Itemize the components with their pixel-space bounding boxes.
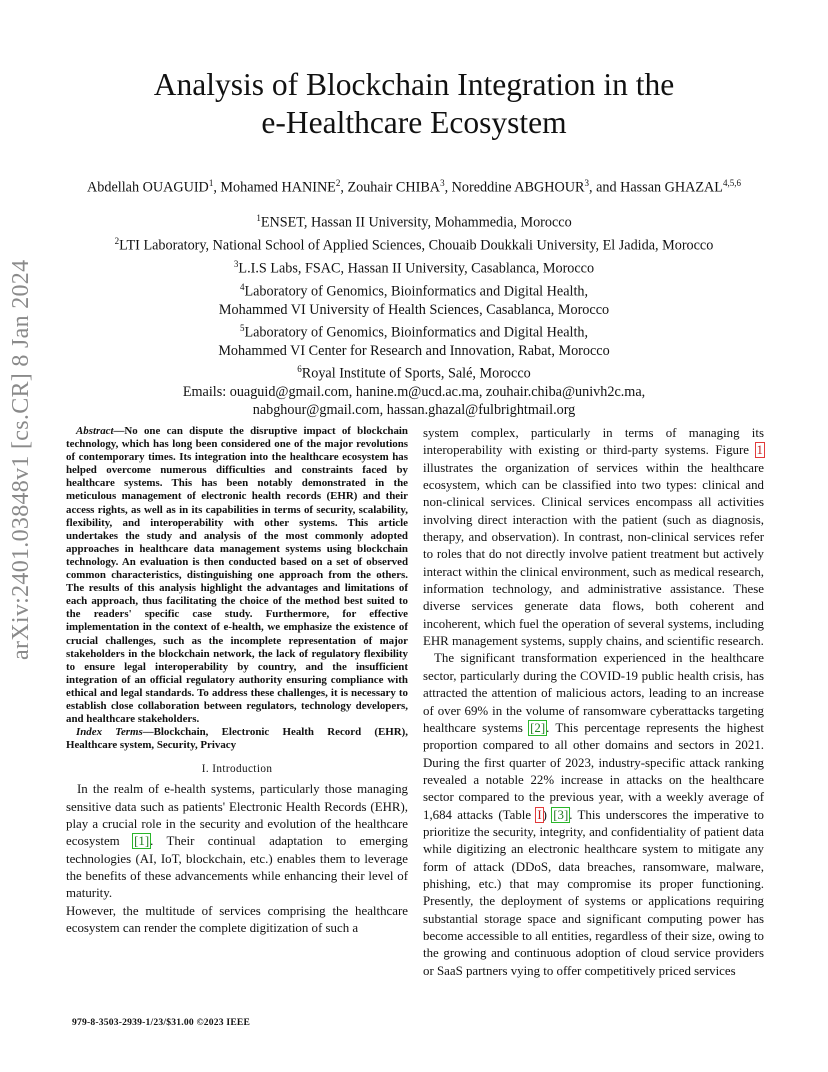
author-name: Noreddine ABGHOUR	[451, 179, 585, 196]
affiliation-text: LTI Laboratory, National School of Applied Sciences, Chouaib Doukkali University, El Jadida, Morocco	[119, 237, 714, 254]
citation-link[interactable]: [1]	[134, 834, 150, 849]
author-conjunction: and	[596, 179, 617, 196]
paragraph	[66, 903, 408, 938]
paragraph-text: . This underscores the imperative to prioritize the security, integrity, and confidentiality of patient data while digitizing an electronic healthcare system to mitigate any form of attack (DDoS, data breaches, ransomware, malware, phishing, etc.) that may compromise its proper functioning. Presently, the deployment of systems or applications requiring substantial storage space and significant computing power has become accessible to all entities, regardless of their size, owing to the growing and continuous adoption of cloud service providers or SaaS partners vying to offer competitively priced services	[423, 807, 765, 978]
paragraph-text: )	[542, 807, 553, 822]
arxiv-identifier[interactable]: arXiv:2401.03848v1 [cs.CR] 8 Jan 2024	[8, 259, 34, 660]
author-name: Mohamed HANINE	[220, 179, 336, 196]
email-line[interactable]	[40, 401, 788, 419]
author-affiliation-marker: 3	[584, 178, 589, 188]
paper-title	[60, 66, 768, 142]
affiliation-text: Mohammed VI University of Health Sciences, Casablanca, Morocco	[218, 301, 610, 318]
affiliation-marker: 5	[239, 322, 245, 333]
paragraph-text: illustrates the organization of services within the healthcare ecosystem, which can be classified into two types: clinical and non-clinical services. Clinical services encompass all activities involving direct interaction with the patient (such as diagnosis, therapy, and observation). In contrast, non-clinical services refer to roles that do not directly involve patient treatment but actively interact within the clinical environment, such as medical research, information technology, and administrative assistance. These diverse services generate data flows, both coherent and incoherent, which fuel the operation of several systems, including EHR management systems, supply chains, and scientific research.	[423, 460, 764, 649]
left-column	[66, 425, 408, 937]
abstract-label: Abstract	[76, 425, 114, 437]
affiliation-line	[40, 319, 788, 342]
title-line-1: Analysis of Blockchain Integration in the	[153, 67, 675, 102]
author-affiliation-marker: 3	[440, 178, 445, 188]
author-name: Abdellah OUAGUID	[87, 179, 209, 196]
paragraph	[423, 650, 764, 980]
author-affiliation-marker: 4,5,6	[722, 178, 741, 188]
affiliation-marker: 1	[256, 213, 261, 223]
title-line-2: e-Healthcare Ecosystem	[261, 105, 567, 140]
affiliation-line	[40, 342, 788, 360]
affiliation-text: L.I.S Labs, FSAC, Hassan II University, Casablanca, Morocco	[238, 260, 595, 277]
affiliation-text: Mohammed VI Center for Research and Innovation, Rabat, Morocco	[218, 342, 610, 359]
citation-link[interactable]: [2]	[530, 720, 546, 735]
author-affiliation-marker: 2	[335, 178, 341, 188]
paragraph-text: In the realm of e-health systems, particularly those managing sensitive data such as patients' Electronic Health Records (EHR), play a crucial role in the security and evolution of the healthcare ecosystem	[66, 782, 408, 849]
paragraph-text: However, the multitude of services comprising the healthcare ecosystem can render the complete digitization of such a	[66, 903, 408, 936]
affiliation-marker: 2	[114, 235, 120, 246]
paragraph-text: . Their continual adaptation to emerging technologies (AI, IoT, blockchain, etc.) enables them to leverage the benefits of these advancements while enhancing their level of maturity.	[66, 834, 409, 901]
copyright-footer: 979-8-3503-2939-1/23/$31.00 ©2023 IEEE	[72, 1017, 251, 1028]
intro-body	[66, 781, 408, 937]
paragraph	[423, 425, 764, 650]
index-terms	[66, 726, 408, 752]
affiliation-text: Laboratory of Genomics, Bioinformatics and Digital Health,	[244, 283, 589, 300]
affiliation-text: ENSET, Hassan II University, Mohammedia, Morocco	[260, 214, 572, 231]
email-text[interactable]: nabghour@gmail.com, hassan.ghazal@fulbrightmail.org	[252, 401, 576, 418]
affiliation-line	[40, 255, 788, 278]
table-link[interactable]: I	[537, 807, 542, 822]
affiliation-line	[40, 209, 788, 232]
figure-link[interactable]: 1	[756, 443, 763, 458]
email-line[interactable]	[40, 383, 788, 401]
affiliation-marker: 4	[239, 281, 245, 292]
affiliation-marker: 3	[233, 258, 239, 269]
affiliation-text: Laboratory of Genomics, Bioinformatics and Digital Health,	[244, 324, 589, 341]
email-text[interactable]: Emails: ouaguid@gmail.com, hanine.m@ucd.ac.ma, zouhair.chiba@univh2c.ma,	[182, 383, 646, 400]
paragraph-text: The significant transformation experienced in the healthcare sector, particularly during the COVID-19 public health crisis, has attracted the attention of malicious actors, leading to an increase of over 69% in the volume of ransomware cyberattacks targeting healthcare systems	[423, 651, 764, 735]
author-affiliation-marker: 1	[208, 178, 214, 188]
paragraph-text: . This percentage represents the highest proportion compared to all other domains and sectors in 2021. During the first quarter of 2023, industry-specific attack ranking revealed a notable 22% increase in attacks on the healthcare sector compared to the previous year, with a weekly average of 1,684 attacks (Table	[423, 720, 765, 822]
index-terms-text: —Blockchain, Electronic Health Record (EHR), Healthcare system, Security, Privacy	[66, 726, 408, 752]
index-terms-label: Index Terms	[76, 726, 143, 739]
section-heading: I. Introduction	[201, 763, 273, 776]
right-column	[423, 425, 764, 980]
affiliation-text: Royal Institute of Sports, Salé, Morocco	[301, 365, 531, 382]
affiliation-list	[40, 209, 788, 419]
citation-link[interactable]: [3]	[553, 807, 569, 822]
abstract-text: —No one can dispute the disruptive impact of blockchain technology, which has long been considered one of the major revolutions of contemporary times. Its integration into the healthcare ecosystem has helped overcome numerous difficulties and constraints faced by healthcare systems. This has been notably demonstrated in the meticulous management of electronic health records (EHR) and their access rights, as well as in its capabilities in terms of security, scalability, flexibility, and interoperability with other systems. This article undertakes the study and analysis of the most commonly adopted approaches in healthcare data management systems using blockchain technology. An evaluation is then conducted based on a set of observed common characteristics, distinguishing one approach from the others. The results of this analysis highlight the advantages and limitations of each approach, thus facilitating the choice of the method best suited to the readers' specific case study. Furthermore, for effective implementation in the context of e-health, we emphasize the existence of crucial challenges, such as the incomplete representation of major stakeholders in the blockchain network, the lack of regulatory flexibility to ensure legal interoperability by country, and the insufficient integration of an official regulatory authority ensuring compliance with ethical and legal standards. To address these challenges, it is necessary to establish close collaboration between regulators, technology developers, and healthcare stakeholders.	[66, 425, 408, 726]
affiliation-line	[40, 360, 788, 383]
paragraph-text: system complex, particularly in terms of managing its interoperability with existing or third-party systems. Figure	[423, 426, 764, 458]
affiliation-line	[40, 278, 788, 301]
author-list: Abdellah OUAGUID$^1$, Mohamed HANINE$^2$, Zouhair CHIBA$^3$, Noreddine ABGHOUR$^3$, and Hassan GHAZAL$^{4,5,6}$	[87, 178, 741, 196]
affiliation-marker: 6	[297, 363, 302, 374]
author-name: Zouhair CHIBA	[347, 179, 441, 196]
affiliation-line	[40, 232, 788, 255]
author-name: Hassan GHAZAL	[620, 179, 723, 196]
paragraph	[66, 781, 408, 902]
affiliation-line	[40, 301, 788, 319]
abstract	[66, 425, 408, 726]
